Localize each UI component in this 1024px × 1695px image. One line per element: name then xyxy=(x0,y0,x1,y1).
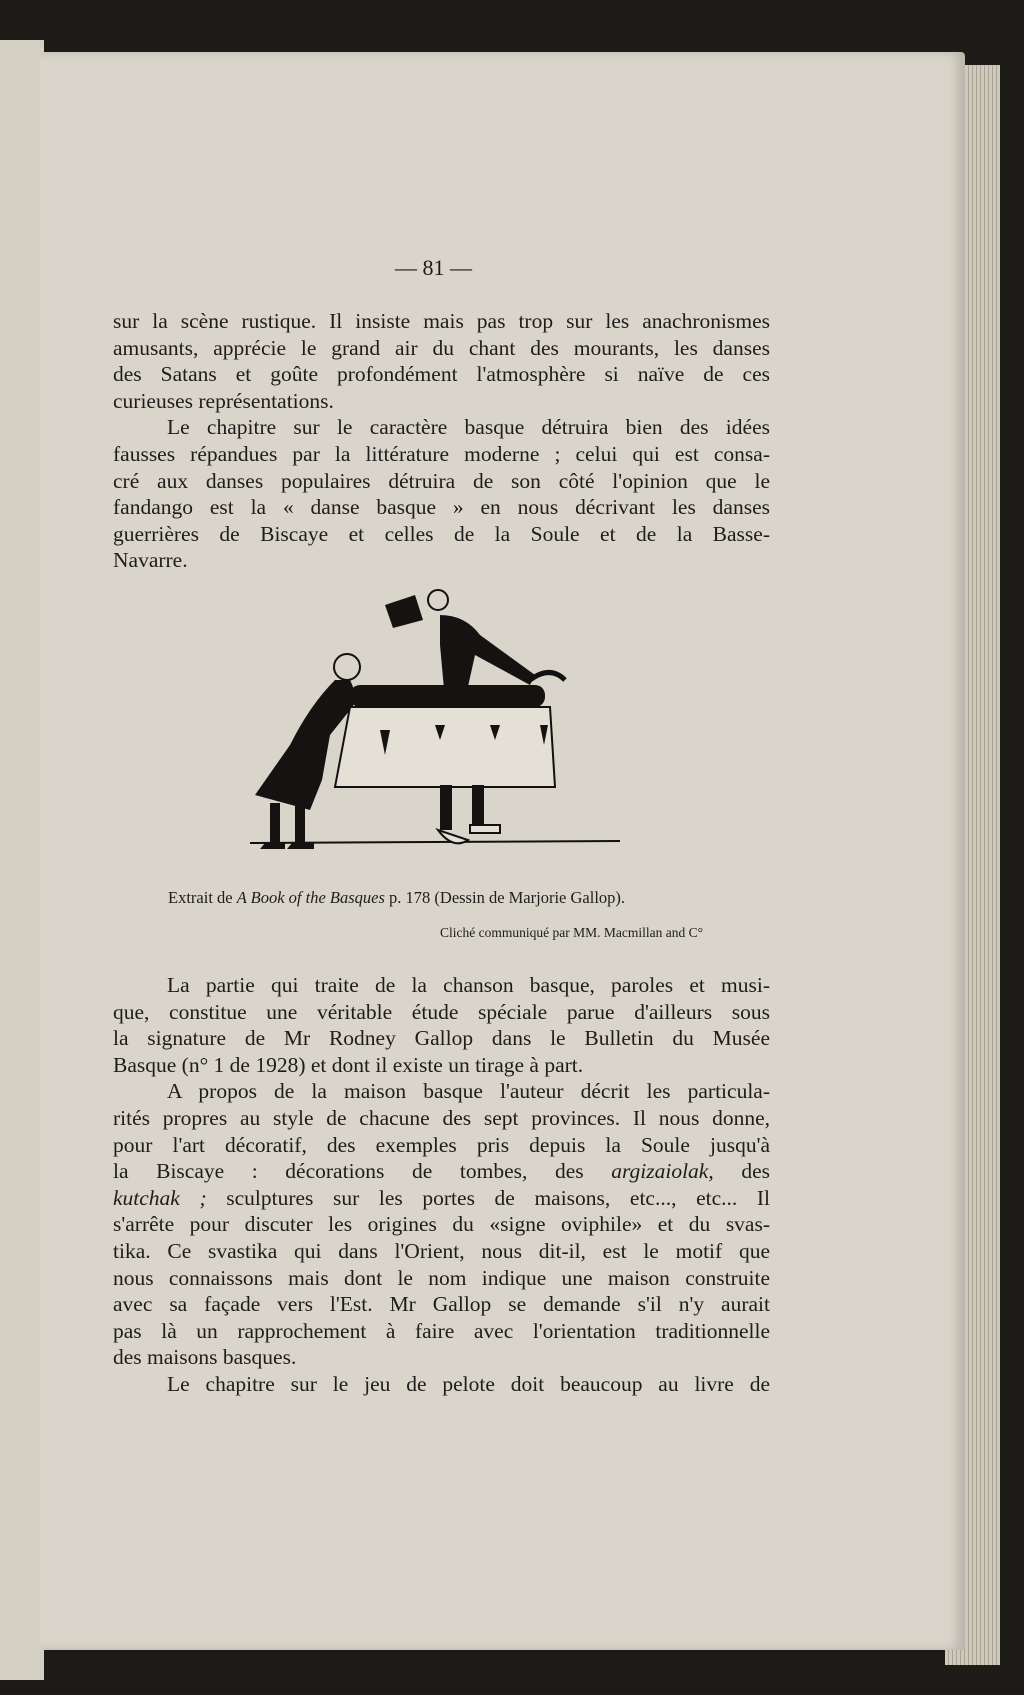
text-line: nous connaissons mais dont le nom indique une maison construite xyxy=(113,1265,770,1290)
text-line: La partie qui traite de la chanson basque, paroles et musi- xyxy=(167,973,770,997)
text-line: Le chapitre sur le jeu de pelote doit beaucoup au livre de xyxy=(167,1371,770,1396)
text-line: pour l'art décoratif, des exemples pris depuis la Soule jusqu'à xyxy=(113,1132,770,1157)
page-number: — 81 — xyxy=(395,255,472,280)
text-line: Le chapitre sur le caractère basque détruira bien des idées xyxy=(167,415,770,440)
text-line: avec sa façade vers l'Est. Mr Gallop se demande s'il n'y aurait xyxy=(113,1292,770,1317)
paragraph-3 xyxy=(113,972,770,1398)
text-line: Navarre. xyxy=(113,548,188,573)
illustration-basque-dancer xyxy=(250,585,635,875)
text-line: la signature de Mr Rodney Gallop dans le Bulletin du Musée xyxy=(113,1026,770,1051)
text-span: , des xyxy=(708,1159,770,1184)
text-span: sculptures sur les portes de maisons, etc..., etc... Il xyxy=(206,1185,770,1210)
italic-term: argizaiolak xyxy=(611,1159,709,1184)
caption-prefix: Extrait de xyxy=(168,888,237,907)
text-line xyxy=(113,1158,770,1185)
text-line: curieuses représentations. xyxy=(113,388,334,413)
text-line: cré aux danses populaires détruira de son côté l'opinion que le xyxy=(113,468,770,493)
text-line: A propos de la maison basque l'auteur décrit les particula- xyxy=(167,1079,770,1104)
caption-book-title: A Book of the Basques xyxy=(236,888,385,907)
facing-page-edge xyxy=(0,40,44,1680)
text-line xyxy=(113,1185,770,1212)
text-line: que, constitue une véritable étude spéciale parue d'ailleurs sous xyxy=(113,999,770,1024)
text-line: amusants, apprécie le grand air du chant des mourants, les danses xyxy=(113,335,770,360)
text-line: des Satans et goûte profondément l'atmosphère si naïve de ces xyxy=(113,362,770,387)
caption-suffix: p. 178 (Dessin de Marjorie Gallop). xyxy=(384,888,626,907)
figure-caption xyxy=(168,888,625,908)
text-line: tika. Ce svastika qui dans l'Orient, nous dit-il, est le motif que xyxy=(113,1238,770,1263)
text-line: des maisons basques. xyxy=(113,1345,297,1370)
text-line: rités propres au style de chacune des sept provinces. Il nous donne, xyxy=(113,1105,770,1130)
dancer-figure xyxy=(385,590,565,700)
text-line: Basque (n° 1 de 1928) et dont il existe un tirage à part. xyxy=(113,1052,584,1077)
paragraph-1 xyxy=(113,308,770,574)
figure-credit: Cliché communiqué par MM. Macmillan and C° xyxy=(440,925,703,940)
hobby-horse xyxy=(335,685,555,843)
text-line: sur la scène rustique. Il insiste mais pas trop sur les anachronismes xyxy=(113,309,770,333)
text-line: pas là un rapprochement à faire avec l'orientation traditionnelle xyxy=(113,1318,770,1343)
text-line: s'arrête pour discuter les origines du «signe oviphile» et du svas- xyxy=(113,1212,770,1237)
text-line: guerrières de Biscaye et celles de la Soule et de la Basse- xyxy=(113,521,770,546)
text-span: la Biscaye : décorations de tombes, des xyxy=(113,1159,612,1184)
text-line: fandango est la « danse basque » en nous décrivant les danses xyxy=(113,495,770,520)
italic-term: kutchak ; xyxy=(113,1185,207,1210)
text-line: fausses répandues par la littérature moderne ; celui qui est consa- xyxy=(113,441,770,466)
